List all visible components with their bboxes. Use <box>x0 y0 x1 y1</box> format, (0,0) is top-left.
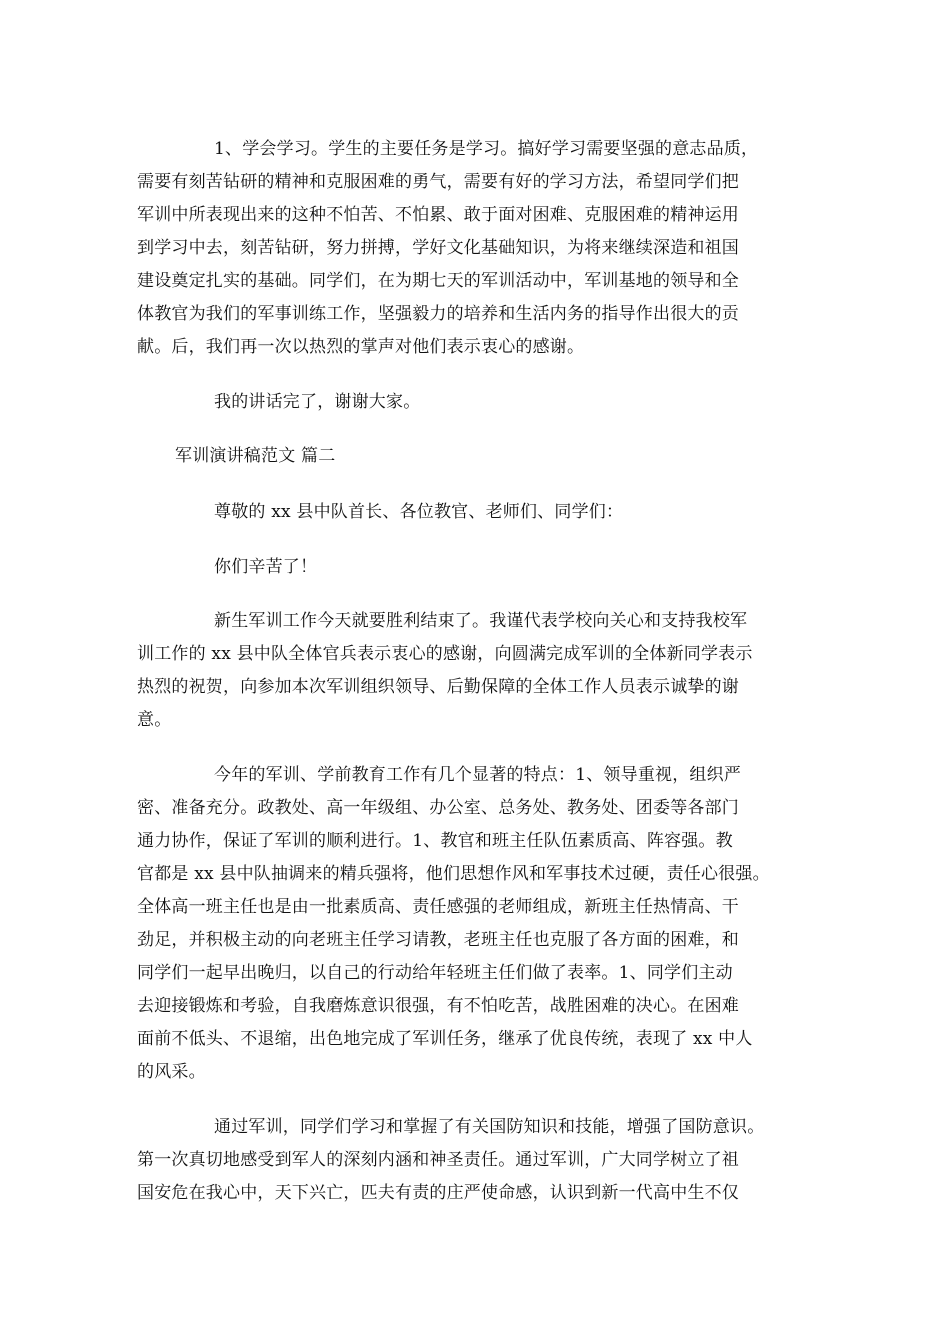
paragraph-7-line-3: 国安危在我心中，天下兴亡，匹夫有责的庄严使命感，认识到新一代高中生不仅 <box>137 1183 739 1203</box>
paragraph-1-line-2: 需要有刻苦钻研的精神和克服困难的勇气，需要有好的学习方法，希望同学们把 <box>137 172 739 192</box>
paragraph-6-line-9: 面前不低头、不退缩，出色地完成了军训任务，继承了优良传统，表现了 xx 中人 <box>137 1029 753 1049</box>
paragraph-5-line-1: 新生军训工作今天就要胜利结束了。我谨代表学校向关心和支持我校军 <box>214 611 748 631</box>
paragraph-6-line-7: 同学们一起早出晚归，以自己的行动给年轻班主任们做了表率。1、同学们主动 <box>137 963 733 983</box>
paragraph-6-line-8: 去迎接锻炼和考验，自我磨炼意识很强，有不怕吃苦，战胜困难的决心。在困难 <box>137 996 739 1016</box>
paragraph-6-line-4: 官都是 xx 县中队抽调来的精兵强将，他们思想作风和军事技术过硬，责任心很强。 <box>137 864 770 884</box>
greeting: 你们辛苦了！ <box>214 557 318 577</box>
paragraph-6-line-10: 的风采。 <box>137 1062 206 1082</box>
paragraph-1-line-4: 到学习中去，刻苦钻研，努力拼搏，学好文化基础知识，为将来继续深造和祖国 <box>137 238 739 258</box>
paragraph-5-line-3: 热烈的祝贺，向参加本次军训组织领导、后勤保障的全体工作人员表示诚挚的谢 <box>137 677 739 697</box>
paragraph-6-line-6: 劲足，并积极主动的向老班主任学习请教，老班主任也克服了各方面的困难，和 <box>137 930 739 950</box>
paragraph-6-line-3: 通力协作，保证了军训的顺利进行。1、教官和班主任队伍素质高、阵容强。教 <box>137 831 733 851</box>
salutation: 尊敬的 xx 县中队首长、各位教官、老师们、同学们： <box>214 502 624 522</box>
paragraph-7-line-1: 通过军训，同学们学习和掌握了有关国防知识和技能，增强了国防意识。 <box>214 1117 765 1137</box>
paragraph-5-line-2: 训工作的 xx 县中队全体官兵表示衷心的感谢，向圆满完成军训的全体新同学表示 <box>137 644 753 664</box>
paragraph-1-line-1: 1、学会学习。学生的主要任务是学习。搞好学习需要坚强的意志品质， <box>214 139 759 159</box>
paragraph-2: 我的讲话完了，谢谢大家。 <box>214 392 421 412</box>
section-heading: 军训演讲稿范文 篇二 <box>175 446 336 466</box>
paragraph-7-line-2: 第一次真切地感受到军人的深刻内涵和神圣责任。通过军训，广大同学树立了祖 <box>137 1150 739 1170</box>
paragraph-1-line-5: 建设奠定扎实的基础。同学们，在为期七天的军训活动中，军训基地的领导和全 <box>137 271 739 291</box>
paragraph-1-line-6: 体教官为我们的军事训练工作，坚强毅力的培养和生活内务的指导作出很大的贡 <box>137 304 739 324</box>
paragraph-6-line-2: 密、准备充分。政教处、高一年级组、办公室、总务处、教务处、团委等各部门 <box>137 798 739 818</box>
paragraph-6-line-5: 全体高一班主任也是由一批素质高、责任感强的老师组成，新班主任热情高、干 <box>137 897 739 917</box>
paragraph-1-line-7: 献。后，我们再一次以热烈的掌声对他们表示衷心的感谢。 <box>137 337 585 357</box>
paragraph-1-line-3: 军训中所表现出来的这种不怕苦、不怕累、敢于面对困难、克服困难的精神运用 <box>137 205 739 225</box>
paragraph-6-line-1: 今年的军训、学前教育工作有几个显著的特点：1、领导重视，组织严 <box>214 765 742 785</box>
paragraph-5-line-4: 意。 <box>137 710 172 730</box>
